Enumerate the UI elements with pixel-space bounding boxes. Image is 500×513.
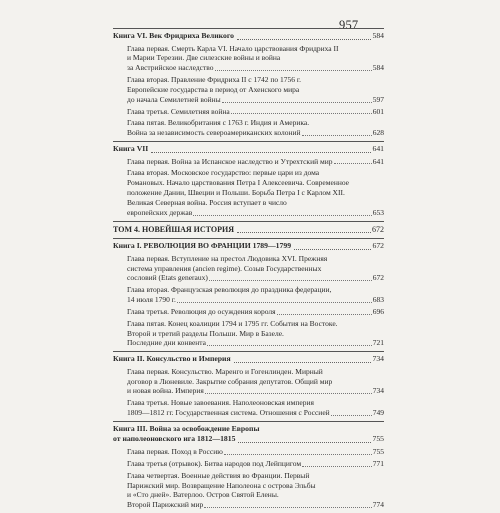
entry-text: Последние дни конвента bbox=[127, 338, 206, 348]
page-number: 957 bbox=[339, 18, 359, 32]
entry-line: Глава вторая. Московское государство: первые цари из дома bbox=[127, 168, 320, 178]
toc-entry bbox=[127, 447, 384, 457]
section-title: Книга III. Война за освобождение Европы bbox=[113, 423, 260, 433]
toc-entry bbox=[127, 254, 384, 284]
section-title-row bbox=[113, 424, 384, 435]
entry-line: Великая Северная война. Россия вступает в число bbox=[127, 197, 287, 207]
entry-line: Романовых. Начало царствования Петра I Алексеевича. Современное bbox=[127, 178, 350, 188]
dot-leader bbox=[207, 345, 372, 346]
entry-text: Глава первая. Поход в Россию bbox=[127, 446, 223, 456]
section-title-row bbox=[113, 354, 384, 365]
entry-line bbox=[127, 157, 384, 167]
entry-line bbox=[127, 447, 384, 457]
entry-line: договор в Люневиле. Закрытие собрания депутатов. Общий мир bbox=[127, 376, 333, 386]
dot-leader bbox=[294, 249, 371, 250]
section-page: 734 bbox=[372, 354, 384, 364]
section-title: от наполеоновского ига 1812—1815 bbox=[113, 434, 236, 444]
dot-leader bbox=[205, 393, 372, 394]
entry-text: 1809—1812 гг. Государственная система. Отношения с Россией bbox=[127, 408, 330, 418]
toc-entry bbox=[127, 75, 384, 105]
entry-line: Европейские государства в период от Ахенского мира bbox=[127, 84, 300, 94]
toc-section bbox=[113, 351, 384, 421]
toc-section bbox=[113, 141, 384, 221]
entry-page: 734 bbox=[372, 386, 384, 396]
entry-line bbox=[127, 459, 384, 469]
dot-leader bbox=[215, 70, 372, 71]
section-page: 584 bbox=[372, 31, 384, 40]
dot-leader bbox=[334, 163, 372, 164]
toc-entry bbox=[127, 107, 384, 117]
entry-text: Глава первая. Война за Испанское наследство и Утрехтский мир bbox=[127, 156, 333, 166]
dot-leader bbox=[277, 314, 372, 315]
entry-text: Глава третья (отрывок). Битва народов под Лейпцигом bbox=[127, 458, 302, 468]
entry-line bbox=[127, 408, 384, 418]
entry-text: европейских держав bbox=[127, 207, 193, 217]
toc-entry bbox=[127, 168, 384, 217]
entry-text: Глава третья. Революция до осуждения короля bbox=[127, 306, 276, 316]
entry-page: 597 bbox=[372, 94, 384, 104]
entry-line bbox=[127, 63, 384, 73]
entry-page: 672 bbox=[372, 273, 384, 283]
entry-line bbox=[127, 338, 384, 348]
entry-line: Глава третья. Новые завоевания. Наполеоновская империя bbox=[127, 398, 314, 408]
entry-text: Война за независимость североамериканских колоний bbox=[127, 128, 301, 138]
dot-leader bbox=[302, 466, 372, 467]
entry-line: Глава первая. Смерть Карла VI. Начало царствования Фридриха II bbox=[127, 43, 339, 53]
entry-line bbox=[127, 95, 384, 105]
section-page: 641 bbox=[372, 144, 384, 154]
toc-section bbox=[113, 421, 384, 513]
dot-leader bbox=[331, 415, 372, 416]
toc-entry bbox=[127, 398, 384, 418]
entry-text: 14 июля 1790 г. bbox=[127, 295, 176, 305]
dot-leader bbox=[222, 102, 372, 103]
section-page: 672 bbox=[372, 224, 384, 234]
entry-page: 696 bbox=[372, 306, 384, 316]
entry-line: положение Дании, Швеции и Польши. Борьба Петра I с Карлом XII. bbox=[127, 188, 345, 198]
toc-entry bbox=[127, 44, 384, 74]
dot-leader bbox=[237, 39, 371, 40]
entry-line bbox=[127, 208, 384, 218]
entry-page: 628 bbox=[372, 128, 384, 138]
entry-page: 683 bbox=[372, 295, 384, 305]
dot-leader bbox=[237, 232, 371, 233]
section-title: Книга II. Консульство и Империя bbox=[113, 354, 231, 364]
entry-line: Глава пятая. Великобритания с 1763 г. Индия и Америка. bbox=[127, 118, 310, 128]
entry-text: за Австрийское наследство bbox=[127, 63, 214, 73]
entry-line bbox=[127, 307, 384, 317]
section-title-row bbox=[113, 225, 384, 236]
toc-section bbox=[113, 238, 384, 351]
dot-leader bbox=[224, 454, 372, 455]
dot-leader bbox=[231, 113, 372, 114]
entry-line bbox=[127, 500, 384, 510]
entry-line bbox=[127, 107, 384, 117]
entry-line: Глава пятая. Конец коалиции 1794 и 1795 гг. События на Востоке. bbox=[127, 318, 338, 328]
dot-leader bbox=[234, 362, 372, 363]
entry-line: Глава первая. Вступление на престол Людовика XVI. Прежняя bbox=[127, 253, 328, 263]
dot-leader bbox=[302, 135, 372, 136]
section-page: 755 bbox=[372, 434, 384, 444]
entry-page: 601 bbox=[372, 106, 384, 116]
toc-entry bbox=[127, 118, 384, 138]
entry-line: Глава вторая. Французская революция до праздника федерации, bbox=[127, 285, 332, 295]
toc-entry bbox=[127, 367, 384, 397]
dot-leader bbox=[209, 280, 372, 281]
toc-entry bbox=[127, 471, 384, 510]
dot-leader bbox=[177, 302, 372, 303]
entry-page: 641 bbox=[372, 156, 384, 166]
entry-line: Глава вторая. Правление Фридриха II с 1742 по 1756 г. bbox=[127, 75, 301, 85]
dot-leader bbox=[238, 442, 371, 443]
entry-line: Парижский мир. Возвращение Наполеона с острова Эльбы bbox=[127, 480, 316, 490]
entry-line bbox=[127, 128, 384, 138]
section-title-row bbox=[113, 241, 384, 252]
entry-line: и «Сто дней». Ватерлоо. Остров Святой Елены. bbox=[127, 490, 279, 500]
toc-entry bbox=[127, 285, 384, 305]
section-title-row bbox=[113, 144, 384, 155]
toc-entry bbox=[127, 319, 384, 349]
section-title-row bbox=[113, 31, 384, 42]
toc-section bbox=[113, 221, 384, 239]
section-title-row bbox=[113, 434, 384, 445]
entry-text: сословий (Etats generaux) bbox=[127, 273, 208, 283]
entry-page: 774 bbox=[372, 500, 384, 510]
section-title: ТОМ 4. НОВЕЙШАЯ ИСТОРИЯ bbox=[113, 224, 235, 234]
entry-text: Глава третья. Семилетняя война bbox=[127, 106, 230, 116]
entry-page: 584 bbox=[372, 63, 384, 73]
dot-leader bbox=[204, 507, 371, 508]
entry-page: 721 bbox=[372, 338, 384, 348]
entry-line bbox=[127, 295, 384, 305]
section-title: Книга I. РЕВОЛЮЦИЯ ВО ФРАНЦИИ 1789—1799 bbox=[113, 241, 292, 251]
dot-leader bbox=[193, 215, 371, 216]
section-title: Книга VI. Век Фридриха Великого bbox=[113, 31, 234, 40]
entry-page: 771 bbox=[372, 458, 384, 468]
entry-text: и новая война. Империя bbox=[127, 386, 204, 396]
toc-entry bbox=[127, 307, 384, 317]
entry-line: Глава четвертая. Военные действия во Франции. Первый bbox=[127, 470, 310, 480]
toc-entry bbox=[127, 157, 384, 167]
entry-page: 749 bbox=[372, 408, 384, 418]
entry-line bbox=[127, 386, 384, 396]
entry-line bbox=[127, 273, 384, 283]
entry-line: и Марии Терезии. Две силезские войны и война bbox=[127, 53, 281, 63]
entry-line: система управления (ancien regime). Созыв Государственных bbox=[127, 263, 322, 273]
toc-section bbox=[113, 28, 384, 141]
entry-page: 653 bbox=[372, 207, 384, 217]
entry-page: 755 bbox=[372, 446, 384, 456]
entry-line: Второй и третий разделы Польши. Мир в Базеле. bbox=[127, 328, 284, 338]
entry-text: Второй Парижский мир bbox=[127, 500, 204, 510]
toc-entry bbox=[127, 459, 384, 469]
entry-line: Глава первая. Консульство. Маренго и Гогенлинден. Мирный bbox=[127, 366, 323, 376]
section-page: 672 bbox=[372, 241, 384, 251]
table-of-contents bbox=[113, 28, 384, 513]
entry-text: до начала Семилетней войны bbox=[127, 94, 221, 104]
section-title: Книга VII bbox=[113, 144, 149, 154]
dot-leader bbox=[151, 152, 371, 153]
